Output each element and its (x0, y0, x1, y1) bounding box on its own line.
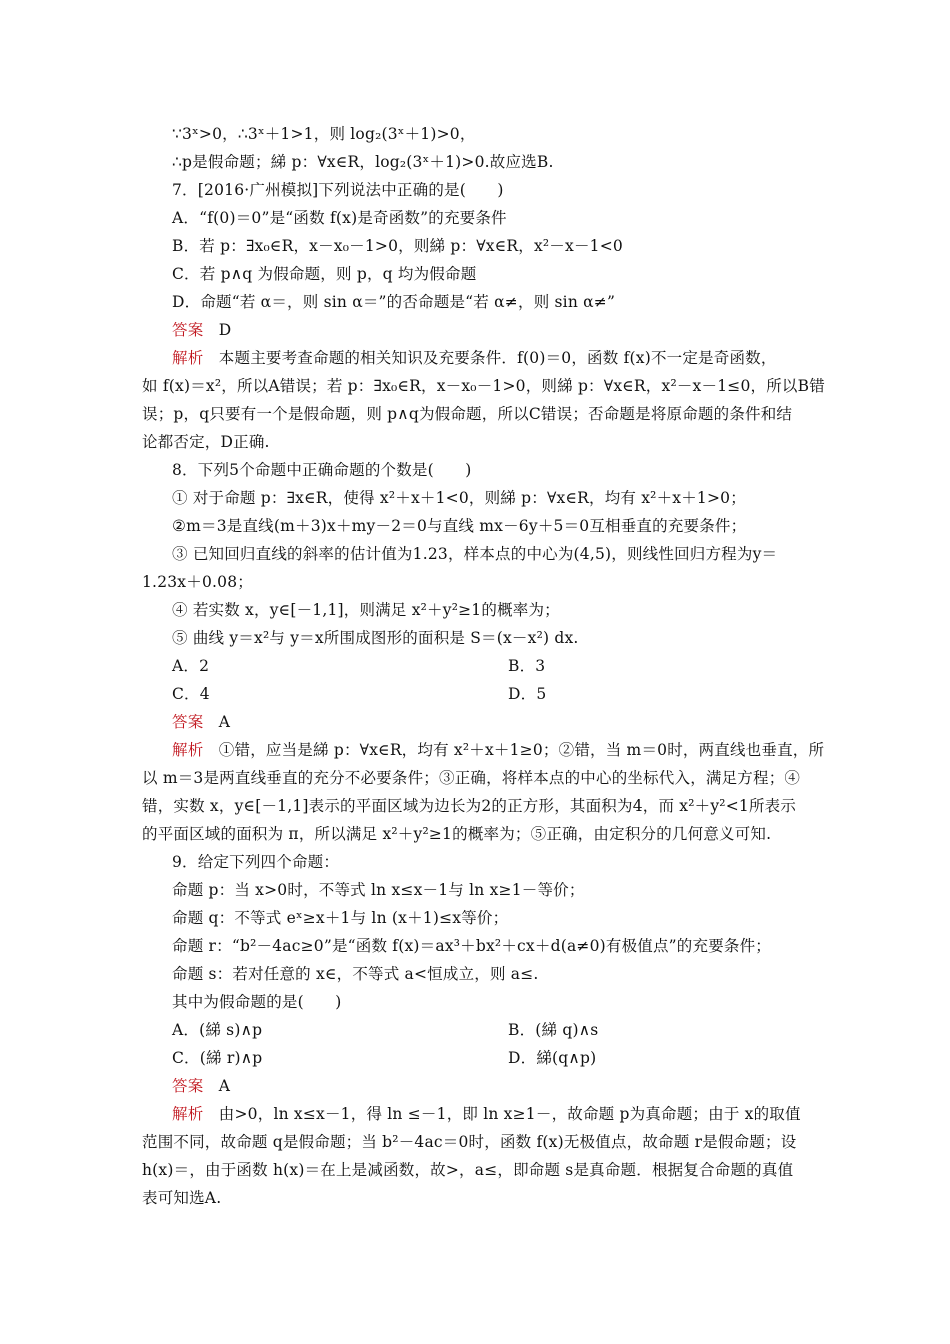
proposition-s: 命题 s：若对任意的 x∈，不等式 a<恒成立，则 a≤. (172, 965, 539, 983)
statement-1: ① 对于命题 p：∃x∈R，使得 x²＋x＋1<0，则綈 p：∀x∈R，均有 x²＋x＋1>0； (172, 489, 746, 507)
statement-4: ④ 若实数 x，y∈[－1,1]，则满足 x²＋y²≥1的概率为； (172, 601, 560, 619)
option-d: D．綈(q∧p) (508, 1049, 597, 1067)
option-a: A．“f(0)＝0”是“函数 f(x)是奇函数”的充要条件 (172, 209, 507, 227)
text-line: 范围不同，故命题 q是假命题；当 b²－4ac＝0时，函数 f(x)无极值点，故命题 r是假命题；设 (142, 1133, 797, 1151)
analysis-line (172, 348, 777, 368)
analysis-label: 解析 (172, 349, 204, 367)
analysis-line (172, 1104, 801, 1124)
analysis-label: 解析 (172, 1105, 204, 1123)
option-a: A．(綈 s)∧p (172, 1021, 263, 1039)
text-line: 的平面区域的面积为 π，所以满足 x²＋y²≥1的概率为；⑤正确，由定积分的几何意义可知. (142, 825, 772, 843)
option-b: B．(綈 q)∧s (508, 1021, 599, 1039)
question-7-stem: 7．[2016·广州模拟]下列说法中正确的是( ) (172, 181, 504, 199)
answer-value: A (218, 713, 231, 731)
answer-label: 答案 (172, 713, 204, 731)
text-line: 如 f(x)＝x²，所以A错误；若 p：∃x₀∈R，x－x₀－1>0，则綈 p：∀x∈R，x²－x－1≤0，所以B错 (142, 377, 825, 395)
option-c: C．若 p∧q 为假命题，则 p，q 均为假命题 (172, 265, 477, 283)
option-d: D．命题“若 α＝，则 sin α＝”的否命题是“若 α≠，则 sin α≠” (172, 293, 616, 311)
text-line: 误；p，q只要有一个是假命题，则 p∧q为假命题，所以C错误；否命题是将原命题的条件和结 (142, 405, 793, 423)
text-line: 表可知选A. (142, 1189, 222, 1207)
text-line: ∵3ˣ>0，∴3ˣ＋1>1，则 log₂(3ˣ＋1)>0， (172, 125, 476, 143)
answer-label: 答案 (172, 321, 204, 339)
option-a: A．2 (172, 657, 210, 675)
option-b: B．3 (508, 657, 546, 675)
question-8-stem: 8．下列5个命题中正确命题的个数是( ) (172, 461, 472, 479)
analysis-text: 由>0，ln x≤x－1，得 ln ≤－1，即 ln x≥1－，故命题 p为真命题；由于 x的取值 (218, 1105, 801, 1123)
analysis-text: ①错，应当是綈 p：∀x∈R，均有 x²＋x＋1≥0；②错，当 m＝0时，两直线也垂直，所 (218, 741, 825, 759)
analysis-line (172, 740, 824, 760)
option-c: C．4 (172, 685, 210, 703)
statement-5: ⑤ 曲线 y＝x²与 y＝x所围成图形的面积是 S＝(x－x²) dx. (172, 629, 579, 647)
answer-line (172, 712, 230, 732)
question-9-prompt: 其中为假命题的是( ) (172, 993, 342, 1011)
statement-3-cont: 1.23x＋0.08； (142, 573, 253, 591)
analysis-label: 解析 (172, 741, 204, 759)
text-line: 以 m＝3是两直线垂直的充分不必要条件；③正确，将样本点的中心的坐标代入，满足方程；④ (142, 769, 801, 787)
option-b: B．若 p：∃x₀∈R，x－x₀－1>0，则綈 p：∀x∈R，x²－x－1<0 (172, 237, 623, 255)
text-line: 论都否定，D正确. (142, 433, 270, 451)
text-line: 错，实数 x，y∈[－1,1]表示的平面区域为边长为2的正方形，其面积为4，而 x²＋y²<1所表示 (142, 797, 797, 815)
answer-value: D (218, 321, 232, 339)
option-d: D．5 (508, 685, 547, 703)
proposition-r: 命题 r：“b²－4ac≥0”是“函数 f(x)＝ax³＋bx²＋cx＋d(a≠0)有极值点”的充要条件； (172, 937, 772, 955)
answer-line (172, 1076, 230, 1096)
question-9-stem: 9．给定下列四个命题： (172, 853, 340, 871)
statement-2: ②m＝3是直线(m＋3)x＋my－2＝0与直线 mx－6y＋5＝0互相垂直的充要条件； (172, 517, 747, 535)
text-line: h(x)＝，由于函数 h(x)＝在上是减函数，故>，a≤，即命题 s是真命题．根据复合命题的真值 (142, 1161, 794, 1179)
option-c: C．(綈 r)∧p (172, 1049, 263, 1067)
answer-value: A (218, 1077, 231, 1095)
proposition-p: 命题 p：当 x>0时，不等式 ln x≤x－1与 ln x≥1－等价； (172, 881, 585, 899)
statement-3: ③ 已知回归直线的斜率的估计值为1.23，样本点的中心为(4,5)，则线性回归方程为y＝ (172, 545, 778, 563)
answer-line (172, 320, 231, 340)
analysis-text: 本题主要考查命题的相关知识及充要条件．f(0)＝0，函数 f(x)不一定是奇函数， (218, 349, 777, 367)
answer-label: 答案 (172, 1077, 204, 1095)
text-line: ∴p是假命题；綈 p：∀x∈R，log₂(3ˣ＋1)>0.故应选B. (172, 153, 554, 171)
proposition-q: 命题 q：不等式 eˣ≥x＋1与 ln (x＋1)≤x等价； (172, 909, 509, 927)
